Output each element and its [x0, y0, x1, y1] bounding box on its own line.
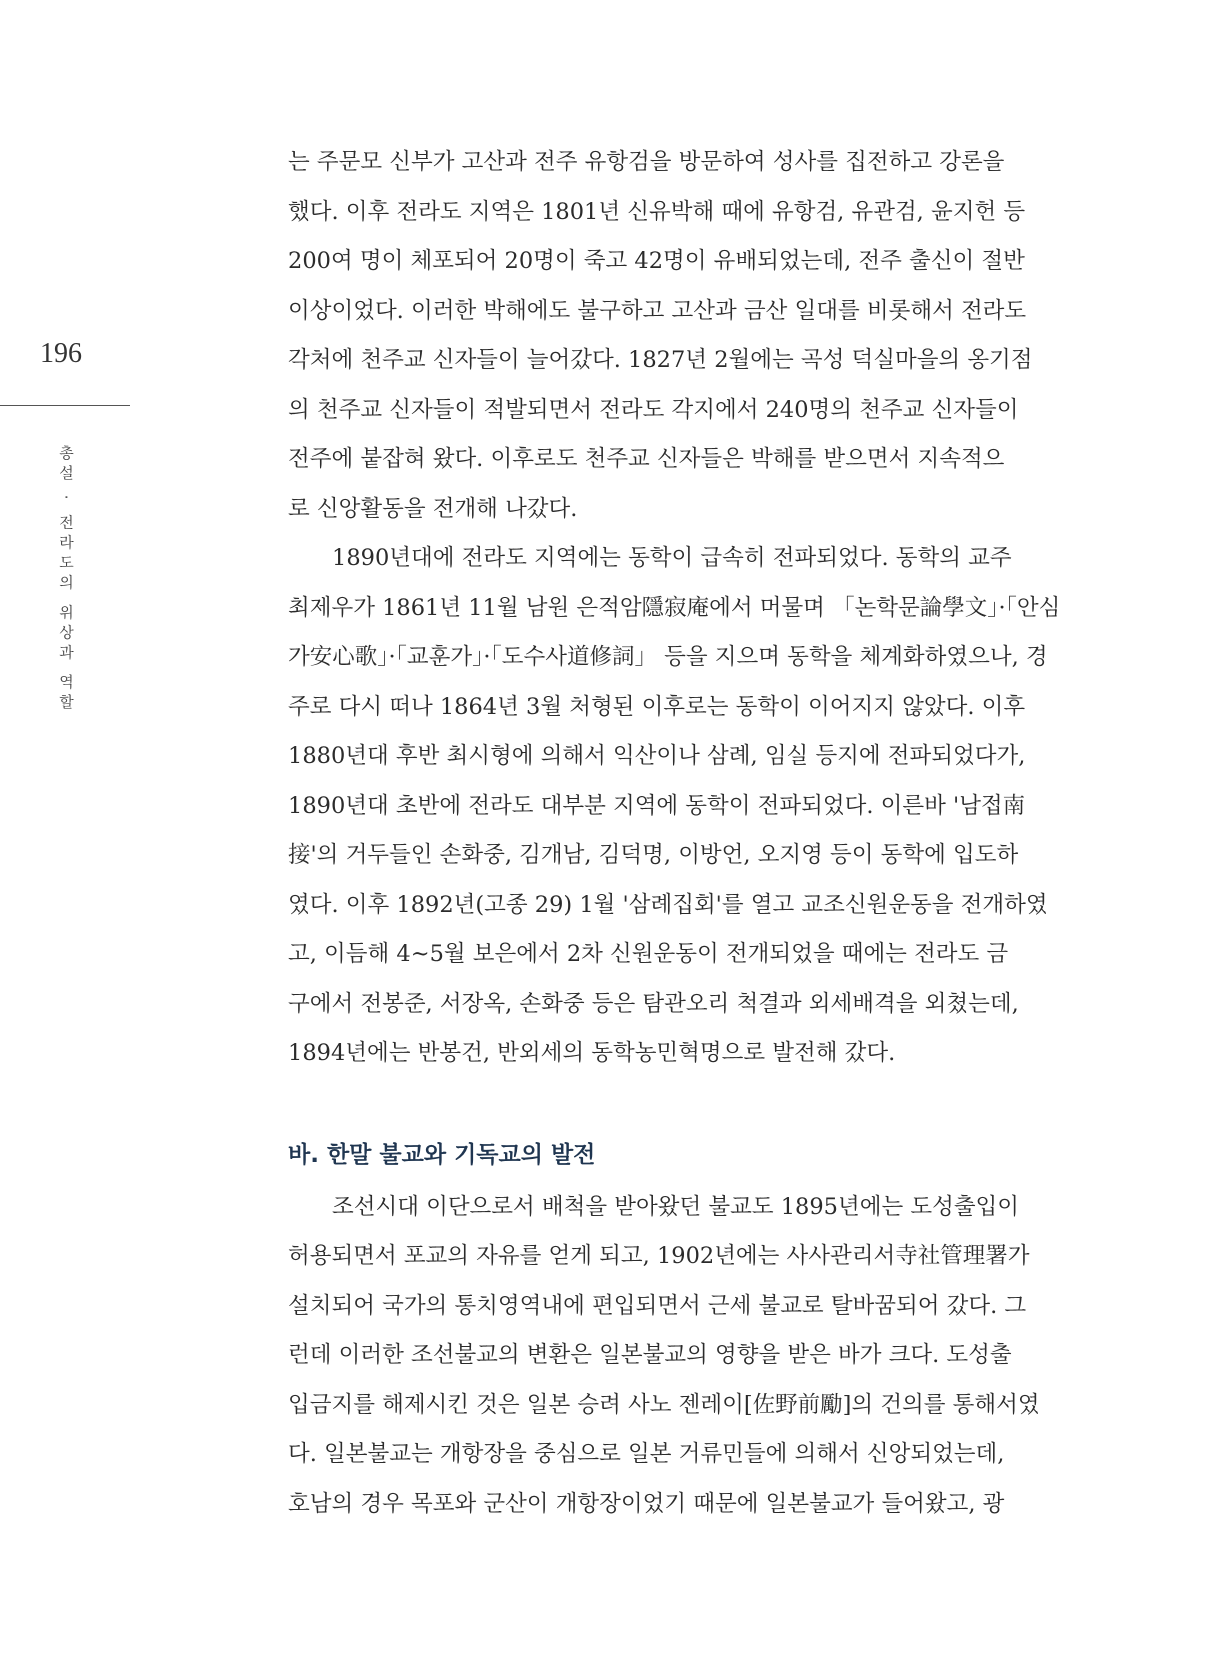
paragraph-1 — [288, 138, 1038, 534]
section-heading: 바. 한말 불교와 기독교의 발전 — [288, 1141, 596, 1168]
paragraph-3 — [288, 1183, 1038, 1530]
text-line: 전주에 붙잡혀 왔다. 이후로도 천주교 신자들은 박해를 받으면서 지속적으 — [288, 446, 1005, 472]
text-line: 接'의 거두들인 손화중, 김개남, 김덕명, 이방언, 오지영 등이 동학에 입도하 — [288, 842, 1019, 868]
text-line: 호남의 경우 목포와 군산이 개항장이었기 때문에 일본불교가 들어왔고, 광 — [288, 1490, 1005, 1517]
text-line: 최제우가 1861년 11월 남원 은적암隱寂庵에서 머물며 「논학문論學文」·「안심 — [288, 594, 1061, 621]
text-line: 였다. 이후 1892년(고종 29) 1월 '삼례집회'를 열고 교조신원운동을 전개하였 — [288, 891, 1048, 918]
body-text — [288, 138, 1061, 1529]
text-line: 의 천주교 신자들이 적발되면서 전라도 각지에서 240명의 천주교 신자들이 — [288, 396, 1019, 423]
page-number: 196 — [40, 338, 82, 369]
text-line: 는 주문모 신부가 고산과 전주 유항검을 방문하여 성사를 집전하고 강론을 — [288, 149, 1005, 175]
text-line: 가安心歌」·「교훈가」·「도수사道修詞」 등을 지으며 동학을 체계화하였으나, 경 — [288, 644, 1048, 670]
text-line: 입금지를 해제시킨 것은 일본 승려 사노 젠레이[佐野前勵]의 건의를 통해서였 — [288, 1391, 1040, 1418]
text-line: 주로 다시 떠나 1864년 3월 처형된 이후로는 동학이 이어지지 않았다. 이후 — [288, 693, 1026, 720]
text-line: 설치되어 국가의 통치영역내에 편입되면서 근세 불교로 탈바꿈되어 갔다. 그 — [288, 1292, 1027, 1319]
text-line: 런데 이러한 조선불교의 변환은 일본불교의 영향을 받은 바가 크다. 도성출 — [288, 1342, 1012, 1368]
text-line: 다. 일본불교는 개항장을 중심으로 일본 거류민들에 의해서 신앙되었는데, — [288, 1441, 1005, 1467]
running-head: 총설 · 전라도의 위상과 역할 — [57, 445, 75, 714]
text-line: 1890년대에 전라도 지역에는 동학이 급속히 전파되었다. 동학의 교주 — [332, 545, 1012, 571]
paragraph-2 — [288, 534, 1061, 1079]
text-line: 이상이었다. 이러한 박해에도 불구하고 고산과 금산 일대를 비롯해서 전라도 — [288, 297, 1027, 324]
section-gap — [288, 1079, 1038, 1127]
text-line: 고, 이듬해 4~5월 보은에서 2차 신원운동이 전개되었을 때에는 전라도 금 — [288, 941, 1009, 967]
text-line: 각처에 천주교 신자들이 늘어갔다. 1827년 2월에는 곡성 덕실마을의 옹기점 — [288, 347, 1033, 373]
margin-rule — [0, 405, 130, 406]
text-line: 1890년대 초반에 전라도 대부분 지역에 동학이 전파되었다. 이른바 '남접南 — [288, 792, 1026, 819]
text-line: 조선시대 이단으로서 배척을 받아왔던 불교도 1895년에는 도성출입이 — [332, 1193, 1020, 1220]
text-line: 200여 명이 체포되어 20명이 죽고 42명이 유배되었는데, 전주 출신이 절반 — [288, 248, 1025, 274]
text-line: 했다. 이후 전라도 지역은 1801년 신유박해 때에 유항검, 유관검, 윤지헌 등 — [288, 198, 1026, 225]
text-line: 허용되면서 포교의 자유를 얻게 되고, 1902년에는 사사관리서寺社管理署가 — [288, 1243, 1030, 1269]
text-line: 1894년에는 반봉건, 반외세의 동학농민혁명으로 발전해 갔다. — [288, 1040, 896, 1066]
text-line: 구에서 전봉준, 서장옥, 손화중 등은 탐관오리 척결과 외세배격을 외쳤는데, — [288, 990, 1019, 1017]
text-line: 로 신앙활동을 전개해 나갔다. — [288, 495, 578, 522]
text-line: 1880년대 후반 최시형에 의해서 익산이나 삼례, 임실 등지에 전파되었다가, — [288, 743, 1026, 769]
